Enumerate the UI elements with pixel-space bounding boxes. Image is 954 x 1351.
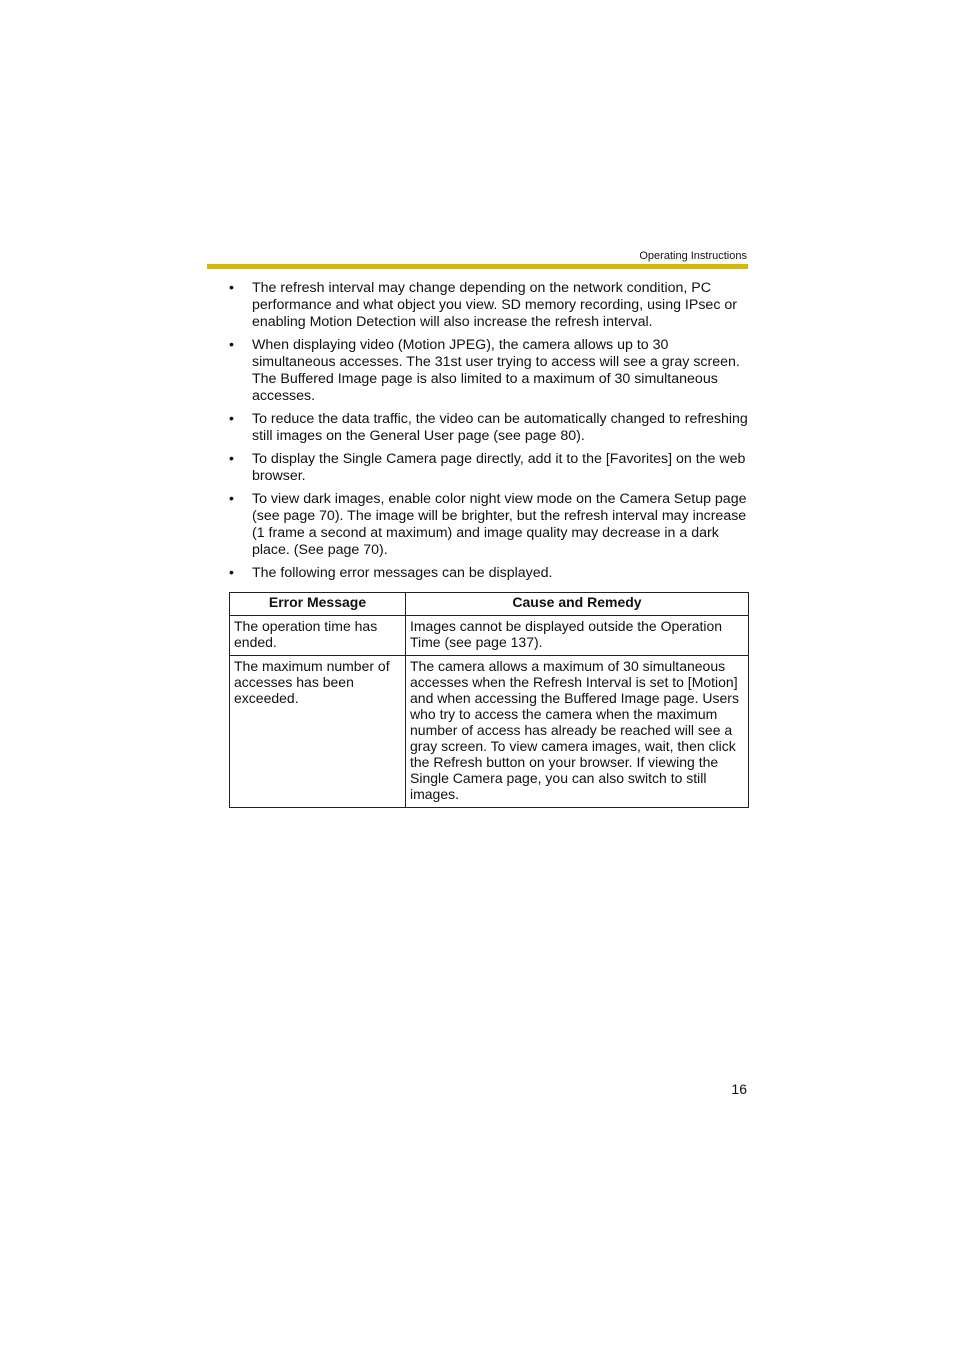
list-item — [229, 337, 748, 405]
list-item-text: When displaying video (Motion JPEG), the camera allows up to 30 simultaneous accesses. The 31st user trying to access will see a gray screen. The Buffered Image page is also limited to a maximum of 30 simultaneous accesses. — [252, 337, 740, 404]
document-title: Operating Instructions — [639, 250, 747, 262]
main-content — [229, 280, 748, 808]
list-item-text: To view dark images, enable color night view mode on the Camera Setup page (see page 70). The image will be brighter, but the refresh interval may increase (1 frame a second at maximum) and image quality may decrease in a dark place. (See page 70). — [252, 491, 747, 558]
error-message-cell: The operation time has ended. — [230, 616, 406, 656]
list-item — [229, 280, 748, 331]
remedy-cell: The camera allows a maximum of 30 simultaneous accesses when the Refresh Interval is set to [Motion] and when accessing the Buffered Image page. Users who try to access the camera when the maximum number of access has already be reached will see a gray screen. To view camera images, wait, then click the Refresh button on your browser. If viewing the Single Camera page, you can also switch to still images. — [406, 656, 749, 808]
list-item-text: The refresh interval may change depending on the network condition, PC performance and what object you view. SD memory recording, using IPsec or enabling Motion Detection will also increase the refresh interval. — [252, 280, 737, 330]
remedy-cell: Images cannot be displayed outside the Operation Time (see page 137). — [406, 616, 749, 656]
list-item — [229, 565, 748, 582]
bullet-icon: • — [229, 280, 234, 296]
notes-list — [229, 280, 748, 582]
column-header-error-message: Error Message — [230, 593, 406, 616]
bullet-icon: • — [229, 337, 234, 353]
list-item-text: The following error messages can be displayed. — [252, 565, 553, 581]
error-message-table — [229, 592, 749, 808]
bullet-icon: • — [229, 451, 234, 467]
column-header-cause-and-remedy: Cause and Remedy — [406, 593, 749, 616]
page-number: 16 — [731, 1081, 747, 1097]
table-row — [230, 616, 749, 656]
bullet-icon: • — [229, 411, 234, 427]
error-message-cell: The maximum number of accesses has been exceeded. — [230, 656, 406, 808]
table-header-row — [230, 593, 749, 616]
list-item — [229, 411, 748, 445]
table-row — [230, 656, 749, 808]
header-rule — [207, 264, 748, 269]
list-item — [229, 451, 748, 485]
bullet-icon: • — [229, 491, 234, 507]
list-item-text: To reduce the data traffic, the video can be automatically changed to refreshing still images on the General User page (see page 80). — [252, 411, 748, 444]
bullet-icon: • — [229, 565, 234, 581]
list-item-text: To display the Single Camera page directly, add it to the [Favorites] on the web browser. — [252, 451, 746, 484]
list-item — [229, 491, 748, 559]
